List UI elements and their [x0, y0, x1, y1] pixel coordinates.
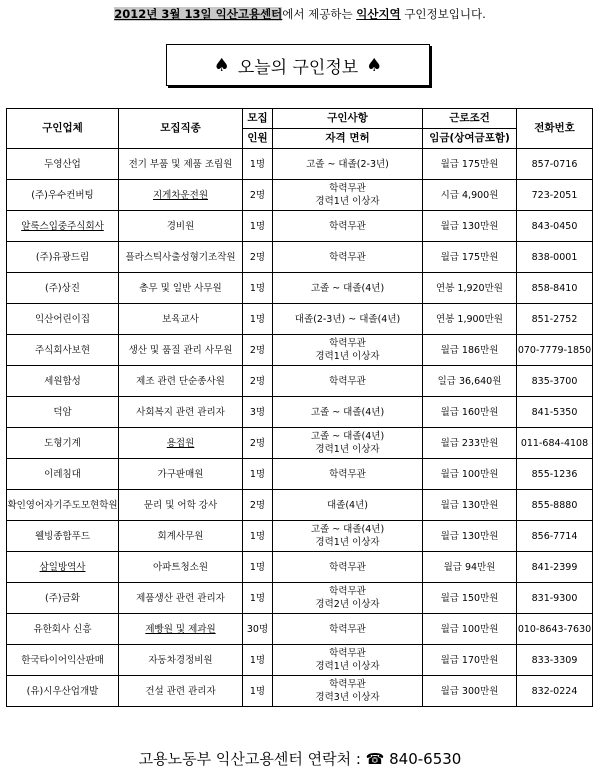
table-row: [7, 273, 593, 304]
cell-requirement: [273, 211, 423, 242]
cell-count-text: 1명: [249, 592, 266, 604]
cell-wage-text: 월급 100만원: [440, 468, 499, 480]
cell-phone-text: 856-7714: [531, 530, 578, 542]
cell-wage-text: 월급 130만원: [440, 220, 499, 232]
cell-wage: [423, 614, 517, 645]
cell-phone-text: 070-7779-1850: [517, 344, 592, 356]
cell-phone: [517, 180, 593, 211]
cell-count: [243, 490, 273, 521]
page-title: [166, 44, 430, 86]
cell-job-text: 문리 및 어학 강사: [143, 499, 218, 511]
requirement-line-1: 학력무관: [329, 251, 366, 263]
cell-wage: [423, 645, 517, 676]
cell-requirement: [273, 490, 423, 521]
cell-wage: [423, 273, 517, 304]
requirement-line-1: 학력무관: [329, 561, 366, 573]
cell-phone-text: 855-1236: [531, 468, 578, 480]
cell-phone: [517, 490, 593, 521]
requirement-line-1: 고졸 ~ 대졸(4년): [310, 282, 385, 294]
cell-requirement: [273, 459, 423, 490]
cell-phone: [517, 428, 593, 459]
cell-wage-text: 월급 150만원: [440, 592, 499, 604]
footer-phone: 840-6530: [389, 750, 462, 768]
cell-job: [119, 273, 243, 304]
cell-wage: [423, 552, 517, 583]
cell-company-text: 확인영어자기주도모현학원: [7, 499, 118, 511]
cell-phone: [517, 614, 593, 645]
spade-icon: ♠: [366, 54, 383, 76]
table-row: [7, 614, 593, 645]
table-row: [7, 676, 593, 707]
cell-phone-text: 723-2051: [531, 189, 578, 201]
cell-job: [119, 428, 243, 459]
cell-company-text: 익산어린이집: [34, 313, 91, 325]
cell-wage-text: 월급 160만원: [440, 406, 499, 418]
cell-company-text: (주)유광드림: [35, 251, 90, 263]
cell-company: [7, 428, 119, 459]
cell-wage: [423, 521, 517, 552]
cell-phone: [517, 335, 593, 366]
cell-phone-text: 855-8880: [531, 499, 578, 511]
requirement-line-1: 학력무관: [329, 648, 366, 659]
cell-requirement: [273, 304, 423, 335]
cell-requirement: [273, 428, 423, 459]
cell-count: [243, 211, 273, 242]
cell-count-text: 1명: [249, 561, 266, 573]
cell-company-text: (주)우수컨버팅: [31, 189, 94, 201]
cell-count: [243, 645, 273, 676]
cell-phone: [517, 304, 593, 335]
cell-job: [119, 552, 243, 583]
cell-requirement: [273, 366, 423, 397]
requirement-line-2: 경력3년 이상자: [315, 692, 380, 703]
cell-wage: [423, 149, 517, 180]
cell-count-text: 1명: [249, 158, 266, 170]
cell-requirement: [273, 521, 423, 552]
table-row: [7, 366, 593, 397]
cell-job-text: 제빵원 및 제과원: [145, 623, 216, 635]
cell-wage: [423, 335, 517, 366]
requirement-line-2: 경력1년 이상자: [315, 196, 380, 207]
cell-company-text: 한국타이어익산판매: [21, 654, 104, 666]
cell-count-text: 1명: [249, 530, 266, 542]
table-row: [7, 459, 593, 490]
cell-company: [7, 366, 119, 397]
cell-job-text: 경비원: [166, 220, 195, 232]
requirement-line-2: 경력1년 이상자: [315, 351, 380, 362]
cell-wage-text: 월급 175만원: [440, 251, 499, 263]
col-header-condition-top: 근로조건: [423, 109, 517, 129]
requirement-line-2: 경력1년 이상자: [315, 444, 380, 455]
cell-count-text: 30명: [246, 623, 269, 635]
cell-company-text: 유한회사 신흥: [33, 623, 92, 635]
table-row: [7, 428, 593, 459]
table-row: [7, 552, 593, 583]
table-row: [7, 645, 593, 676]
cell-job-text: 제품생산 관련 관리자: [136, 592, 225, 604]
cell-job: [119, 459, 243, 490]
cell-company-text: 덕암: [53, 406, 72, 418]
cell-count: [243, 676, 273, 707]
cell-job: [119, 645, 243, 676]
cell-company: [7, 180, 119, 211]
cell-company: [7, 211, 119, 242]
cell-count: [243, 304, 273, 335]
cell-company-text: 주식회사보현: [34, 344, 91, 356]
cell-count: [243, 149, 273, 180]
cell-company: [7, 521, 119, 552]
cell-job-text: 지게차운전원: [152, 189, 209, 201]
footer-text: 고용노동부 익산고용센터 연락처 :: [138, 750, 366, 768]
cell-job: [119, 397, 243, 428]
cell-count: [243, 459, 273, 490]
cell-count-text: 2명: [249, 375, 266, 387]
requirement-line-1: 학력무관: [329, 220, 366, 232]
cell-job: [119, 583, 243, 614]
cell-requirement: [273, 583, 423, 614]
cell-wage-text: 월급 94만원: [443, 561, 496, 573]
cell-count-text: 1명: [249, 220, 266, 232]
cell-wage-text: 월급 233만원: [440, 437, 499, 449]
cell-phone-text: 858-8410: [531, 282, 578, 294]
cell-wage-text: 월급 170만원: [440, 654, 499, 666]
table-row: [7, 397, 593, 428]
cell-job: [119, 211, 243, 242]
cell-requirement: [273, 552, 423, 583]
cell-wage-text: 시급 4,900원: [440, 189, 499, 201]
header-region: 익산지역: [356, 7, 401, 21]
cell-wage-text: 월급 175만원: [440, 158, 499, 170]
cell-job: [119, 242, 243, 273]
header-date-org: 2012년 3월 13일 익산고용센터: [114, 7, 283, 21]
cell-requirement: [273, 180, 423, 211]
cell-count-text: 2명: [249, 437, 266, 449]
cell-phone-text: 843-0450: [531, 220, 578, 232]
cell-count: [243, 397, 273, 428]
cell-job: [119, 304, 243, 335]
requirement-line-1: 학력무관: [329, 468, 366, 480]
cell-count: [243, 428, 273, 459]
cell-company-text: 이레침대: [44, 468, 81, 480]
cell-requirement: [273, 676, 423, 707]
table-row: [7, 149, 593, 180]
cell-company-text: 세원합성: [44, 375, 81, 387]
cell-count: [243, 552, 273, 583]
table-row: [7, 304, 593, 335]
requirement-line-1: 대졸(2-3년) ~ 대졸(4년): [294, 313, 401, 325]
cell-phone: [517, 552, 593, 583]
requirement-line-1: 고졸 ~ 대졸(2-3년): [306, 158, 389, 170]
cell-requirement: [273, 645, 423, 676]
cell-wage: [423, 459, 517, 490]
cell-job-text: 생산 및 품질 관리 사무원: [128, 344, 233, 356]
cell-job: [119, 521, 243, 552]
table-row: [7, 242, 593, 273]
cell-requirement: [273, 273, 423, 304]
table-row: [7, 335, 593, 366]
cell-job: [119, 149, 243, 180]
requirement-line-1: 고졸 ~ 대졸(4년): [310, 431, 385, 442]
header-tail: 구인정보입니다.: [400, 7, 486, 21]
cell-job-text: 보육교사: [162, 313, 199, 325]
cell-phone: [517, 583, 593, 614]
cell-company: [7, 242, 119, 273]
cell-phone-text: 833-3309: [531, 654, 578, 666]
cell-count-text: 1명: [249, 654, 266, 666]
footer-contact: [0, 748, 600, 769]
cell-wage: [423, 366, 517, 397]
cell-company: [7, 304, 119, 335]
requirement-line-1: 학력무관: [329, 623, 366, 635]
cell-phone: [517, 242, 593, 273]
table-row: [7, 583, 593, 614]
cell-company-text: 도형기계: [44, 437, 81, 449]
cell-company: [7, 614, 119, 645]
cell-count-text: 2명: [249, 344, 266, 356]
cell-count-text: 2명: [249, 189, 266, 201]
cell-count: [243, 273, 273, 304]
cell-requirement: [273, 335, 423, 366]
cell-job-text: 플라스틱사출성형기조작원: [125, 251, 236, 263]
cell-job: [119, 366, 243, 397]
cell-count-text: 2명: [249, 499, 266, 511]
cell-company-text: (주)상진: [45, 282, 80, 294]
cell-phone: [517, 211, 593, 242]
cell-company: [7, 149, 119, 180]
cell-job-text: 자동차경정비원: [148, 654, 213, 666]
cell-company: [7, 459, 119, 490]
cell-phone: [517, 366, 593, 397]
cell-count-text: 1명: [249, 468, 266, 480]
cell-job-text: 아파트청소원: [152, 561, 209, 573]
cell-job-text: 제조 관련 단순종사원: [136, 375, 225, 387]
job-table: [6, 108, 593, 707]
table-row: [7, 211, 593, 242]
cell-wage: [423, 242, 517, 273]
cell-phone: [517, 459, 593, 490]
col-header-company: 구인업체: [7, 109, 119, 149]
cell-company-text: (유)시우산업개발: [26, 685, 99, 697]
cell-phone-text: 832-0224: [531, 685, 578, 697]
cell-phone-text: 835-3700: [531, 375, 578, 387]
cell-wage-text: 월급 130만원: [440, 499, 499, 511]
cell-phone: [517, 397, 593, 428]
cell-count: [243, 583, 273, 614]
cell-phone-text: 841-2399: [531, 561, 578, 573]
requirement-line-2: 경력2년 이상자: [315, 599, 380, 610]
cell-job: [119, 676, 243, 707]
cell-company: [7, 273, 119, 304]
cell-requirement: [273, 397, 423, 428]
cell-company-text: (주)금화: [45, 592, 80, 604]
cell-wage: [423, 490, 517, 521]
table-row: [7, 180, 593, 211]
cell-phone-text: 831-9300: [531, 592, 578, 604]
cell-job-text: 총무 및 일반 사무원: [139, 282, 222, 294]
cell-count-text: 1명: [249, 282, 266, 294]
cell-phone-text: 838-0001: [531, 251, 578, 263]
table-row: [7, 521, 593, 552]
cell-count: [243, 614, 273, 645]
col-header-condition-bottom: 임금(상여금포함): [423, 129, 517, 149]
col-header-phone: 전화번호: [517, 109, 593, 149]
cell-phone-text: 841-5350: [531, 406, 578, 418]
cell-phone: [517, 676, 593, 707]
cell-wage-text: 월급 130만원: [440, 530, 499, 542]
requirement-line-1: 고졸 ~ 대졸(4년): [310, 524, 385, 535]
cell-company: [7, 335, 119, 366]
cell-job-text: 용접원: [166, 437, 195, 449]
col-header-count-top: 모집: [243, 109, 273, 129]
requirement-line-1: 대졸(4년): [327, 499, 368, 511]
cell-company: [7, 583, 119, 614]
requirement-line-1: 학력무관: [329, 679, 366, 690]
cell-wage-text: 월급 186만원: [440, 344, 499, 356]
cell-wage: [423, 676, 517, 707]
cell-company-text: 삼일방역사: [39, 561, 86, 573]
requirement-line-1: 학력무관: [329, 586, 366, 597]
spade-icon: ♠: [213, 54, 230, 76]
cell-wage: [423, 428, 517, 459]
cell-job: [119, 335, 243, 366]
cell-job-text: 가구판매원: [157, 468, 204, 480]
cell-phone: [517, 645, 593, 676]
cell-requirement: [273, 614, 423, 645]
job-table-body: [7, 149, 593, 707]
cell-phone: [517, 149, 593, 180]
header-mid: 에서 제공하는: [282, 7, 357, 21]
cell-count: [243, 180, 273, 211]
cell-wage: [423, 180, 517, 211]
cell-count-text: 3명: [249, 406, 266, 418]
cell-company: [7, 397, 119, 428]
cell-phone-text: 010-8643-7630: [517, 623, 592, 635]
cell-phone-text: 857-0716: [531, 158, 578, 170]
cell-count: [243, 335, 273, 366]
cell-phone-text: 851-2752: [531, 313, 578, 325]
cell-wage: [423, 397, 517, 428]
header-line: [0, 6, 600, 22]
cell-job-text: 사회복지 관련 관리자: [136, 406, 225, 418]
cell-count: [243, 366, 273, 397]
col-header-requirement-top: 구인사항: [273, 109, 423, 129]
cell-wage-text: 일급 36,640원: [437, 375, 502, 387]
cell-count-text: 1명: [249, 685, 266, 697]
cell-company: [7, 552, 119, 583]
cell-job: [119, 180, 243, 211]
requirement-line-2: 경력1년 이상자: [315, 661, 380, 672]
cell-job: [119, 614, 243, 645]
cell-job: [119, 490, 243, 521]
cell-count: [243, 521, 273, 552]
cell-wage-text: 연봉 1,920만원: [436, 282, 503, 294]
col-header-count-bottom: 인원: [243, 129, 273, 149]
page-title-text: 오늘의 구인정보: [237, 57, 359, 78]
requirement-line-2: 경력1년 이상자: [315, 537, 380, 548]
cell-wage-text: 연봉 1,900만원: [436, 313, 503, 325]
cell-count-text: 1명: [249, 313, 266, 325]
cell-company-text: 알룩스입중주식회사: [21, 220, 104, 232]
cell-wage: [423, 211, 517, 242]
cell-phone: [517, 273, 593, 304]
cell-requirement: [273, 149, 423, 180]
cell-company: [7, 676, 119, 707]
cell-phone-text: 011-684-4108: [520, 437, 589, 449]
cell-company: [7, 645, 119, 676]
cell-job-text: 회계사무원: [157, 530, 204, 542]
requirement-line-1: 학력무관: [329, 183, 366, 194]
cell-wage-text: 월급 300만원: [440, 685, 499, 697]
cell-requirement: [273, 242, 423, 273]
cell-job-text: 건설 관련 관리자: [145, 685, 216, 697]
cell-wage-text: 월급 100만원: [440, 623, 499, 635]
requirement-line-1: 학력무관: [329, 375, 366, 387]
cell-job-text: 전기 부품 및 제품 조립원: [128, 158, 233, 170]
col-header-job: 모집직종: [119, 109, 243, 149]
cell-company-text: 두영산업: [44, 158, 81, 170]
cell-wage: [423, 583, 517, 614]
cell-company-text: 웰빙종합푸드: [34, 530, 91, 542]
requirement-line-1: 학력무관: [329, 338, 366, 349]
table-row: [7, 490, 593, 521]
col-header-requirement-bottom: 자격 면허: [273, 129, 423, 149]
cell-count-text: 2명: [249, 251, 266, 263]
cell-count: [243, 242, 273, 273]
requirement-line-1: 고졸 ~ 대졸(4년): [310, 406, 385, 418]
phone-icon: ☎: [365, 750, 385, 768]
cell-wage: [423, 304, 517, 335]
cell-company: [7, 490, 119, 521]
cell-phone: [517, 521, 593, 552]
